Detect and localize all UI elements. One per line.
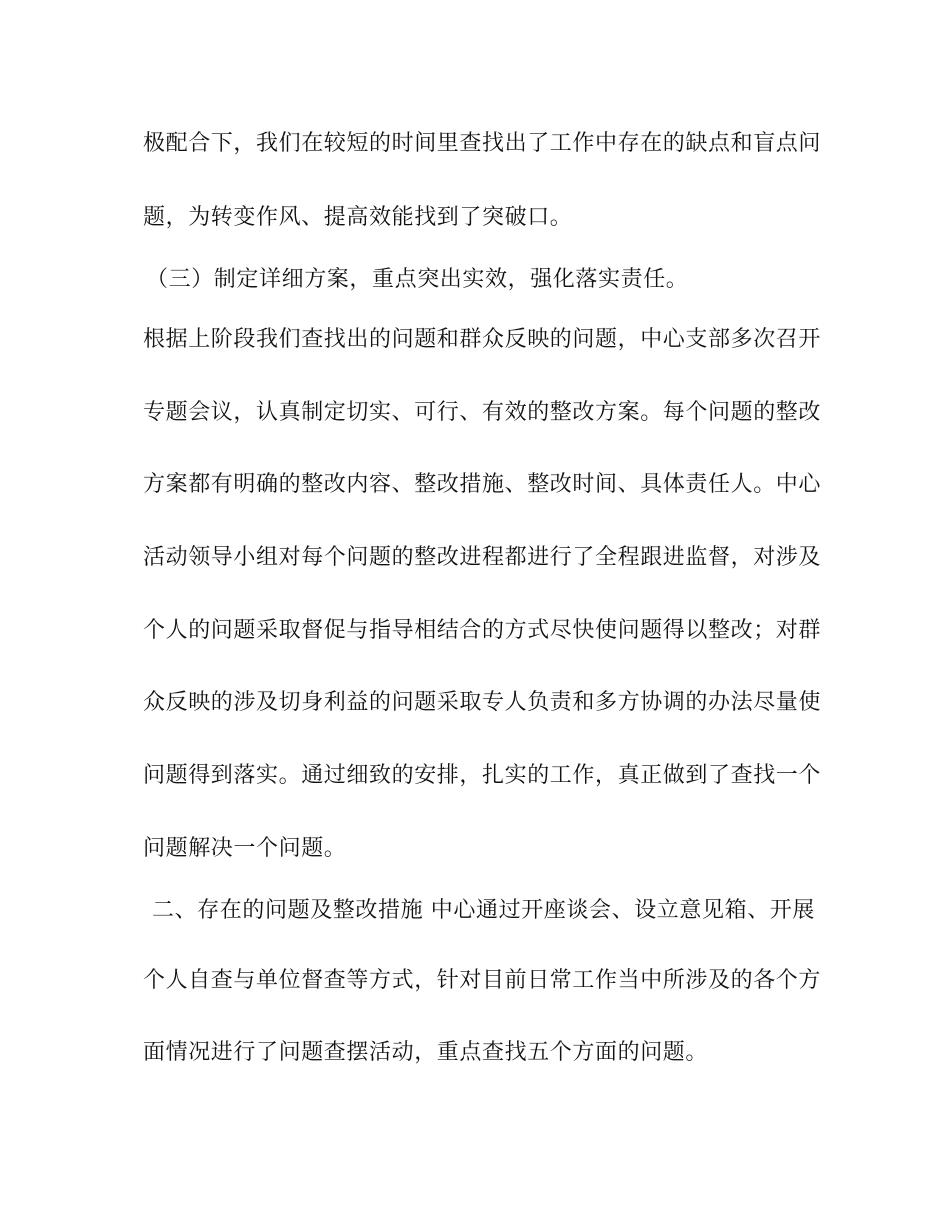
text-line: 面情况进行了问题查摆活动，重点查找五个方面的问题。 bbox=[143, 1040, 709, 1065]
text-line: 活动领导小组对每个问题的整改进程都进行了全程跟进监督，对涉及 bbox=[143, 545, 822, 570]
text-line: 个人自查与单位督查等方式，针对目前日常工作当中所涉及的各个方 bbox=[143, 968, 822, 993]
text-line: 问题解决一个问题。 bbox=[143, 836, 347, 861]
section-heading: （三）制定详细方案，重点突出实效，强化落实责任。 bbox=[146, 267, 689, 292]
text-line: 问题得到落实。通过细致的安排，扎实的工作，真正做到了查找一个 bbox=[143, 763, 822, 788]
section-heading: 二、存在的问题及整改措施 中心通过开座谈会、设立意见箱、开展 bbox=[152, 898, 815, 923]
text-line: 专题会议，认真制定切实、可行、有效的整改方案。每个问题的整改 bbox=[143, 400, 822, 425]
text-line: 根据上阶段我们查找出的问题和群众反映的问题，中心支部多次召开 bbox=[143, 327, 822, 352]
text-line: 方案都有明确的整改内容、整改措施、整改时间、具体责任人。中心 bbox=[143, 472, 822, 497]
text-line: 题，为转变作风、提高效能找到了突破口。 bbox=[143, 205, 573, 230]
text-line: 个人的问题采取督促与指导相结合的方式尽快使问题得以整改；对群 bbox=[143, 618, 822, 643]
text-line: 众反映的涉及切身利益的问题采取专人负责和多方协调的办法尽量使 bbox=[143, 690, 822, 715]
text-line: 极配合下，我们在较短的时间里查找出了工作中存在的缺点和盲点问 bbox=[143, 131, 822, 156]
